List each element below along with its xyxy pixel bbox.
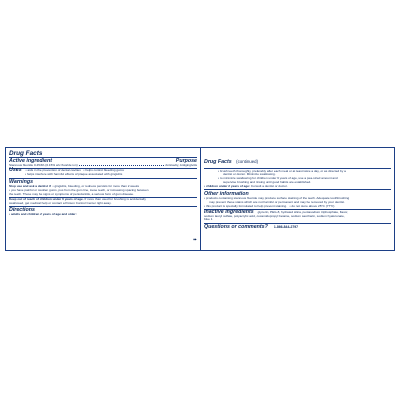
- other-bullet-2: • this product is specially formulated to help prevent staining.: [204, 204, 287, 208]
- questions-heading: Questions or comments?: [204, 223, 268, 230]
- other-information-section: [204, 189, 391, 209]
- keep-out-line-2: swallowed, get medical help or contact a Poison Control Center right away.: [9, 200, 112, 205]
- stop-use-item-2: • you have painful or swollen gums, pus from the gum line, loose teeth, or increasing spacing between: [9, 188, 149, 192]
- uses-heading: Uses: [9, 167, 22, 174]
- drug-facts-title: Drug Facts: [9, 150, 43, 157]
- dir-under-2-text: Consult a dentist or doctor.: [250, 183, 288, 188]
- use-item-1: • aids in the prevention of dental cavities: [26, 168, 81, 172]
- uses-section: [9, 168, 197, 178]
- purpose-heading: Purpose: [175, 158, 197, 164]
- drug-facts-continued-title: [204, 150, 391, 168]
- dir-line-5: [204, 185, 391, 189]
- right-title-suffix: (continued): [236, 159, 259, 164]
- keep-out-text: If more than used for brushing is accidentally: [84, 196, 146, 201]
- use-item-2: • helps control bleeding gums: [83, 168, 123, 172]
- other-information-heading: Other information: [204, 190, 249, 197]
- warnings-heading: Warnings: [9, 179, 34, 186]
- dir-under-2-label: • children under 2 years of age:: [204, 184, 250, 188]
- stop-use-item-1: • gingivitis, bleeding, or redness persists for more than 2 weeks: [53, 184, 140, 188]
- drug-facts-right-panel: [201, 148, 394, 250]
- dir-line-2: dentist or doctor. Minimize swallowing.: [223, 172, 276, 177]
- directions-text: • adults and children 2 years of age and older:: [9, 212, 77, 216]
- phone-number: 1-866-844-2797: [273, 224, 299, 229]
- other-line-2: may prevent these stains which are not harmful or permanent and may be removed by your dentist.: [209, 199, 345, 204]
- active-ingredient-heading: Active ingredient: [9, 158, 52, 164]
- drug-facts-label: [5, 147, 395, 251]
- right-title: Drug Facts: [204, 159, 232, 165]
- dir-bullet-1: • brush teeth thoroughly, preferably after each meal or at least twice a day, or as directed by a: [218, 169, 346, 173]
- directions-section: [9, 206, 197, 217]
- other-bullet-1: • products containing stannous fluoride may produce surface staining of the teeth. Adequate toothbrushing: [204, 196, 349, 200]
- inactive-line-2: sodium lauryl sulfate, polyacrylic acid, cocamidopropyl betaine, sodium saccharin, sodium hyaluronate,: [204, 213, 345, 218]
- inactive-ingredients-section: [204, 209, 391, 223]
- dir-line-4: supervise brushing and rinsing until good habits are established.: [223, 179, 312, 184]
- other-line-3: [204, 205, 391, 209]
- active-ingredient-text: Stannous fluoride 0.454% (0.15% w/v fluoride ion): [9, 163, 78, 167]
- keep-out-label: Keep out of reach of children under 6 years of age.: [9, 196, 84, 201]
- uses-line-2: [9, 173, 197, 177]
- active-ingredient-section: [9, 157, 197, 168]
- directions-line-1: [9, 213, 197, 217]
- inactive-line-3: blue 1: [204, 217, 213, 222]
- dir-bullet-2: • to minimize swallowing for children under 6 years of age, use a pea-sized amount and: [218, 176, 338, 180]
- drug-facts-left-panel: [6, 148, 201, 250]
- stop-use-label: Stop use and ask a dentist if: [9, 184, 51, 189]
- purpose-text: Anticavity, Antigingivitis: [165, 163, 197, 167]
- warning-line-3: the teeth. These may be signs or symptoms of periodontitis, a serious form of gum disease.: [9, 191, 134, 196]
- leader-dots: [79, 165, 165, 166]
- directions-heading: Directions: [9, 207, 35, 214]
- directions-continued-section: [204, 168, 391, 189]
- warnings-section: [9, 178, 197, 206]
- other-bullet-3: • do not store above 25°C (77°F): [290, 204, 335, 208]
- questions-section: [204, 223, 391, 230]
- continue-arrow-icon: ➠: [192, 237, 197, 243]
- use-item-3: • helps interfere with harmful effects of plaque associated with gingivitis: [25, 172, 122, 176]
- inactive-ingredients-heading: Inactive ingredients: [204, 208, 254, 215]
- inactive-text-1: glycerin, PEG-8, hydrated silica, pentasodium triphosphate, flavor,: [257, 209, 349, 214]
